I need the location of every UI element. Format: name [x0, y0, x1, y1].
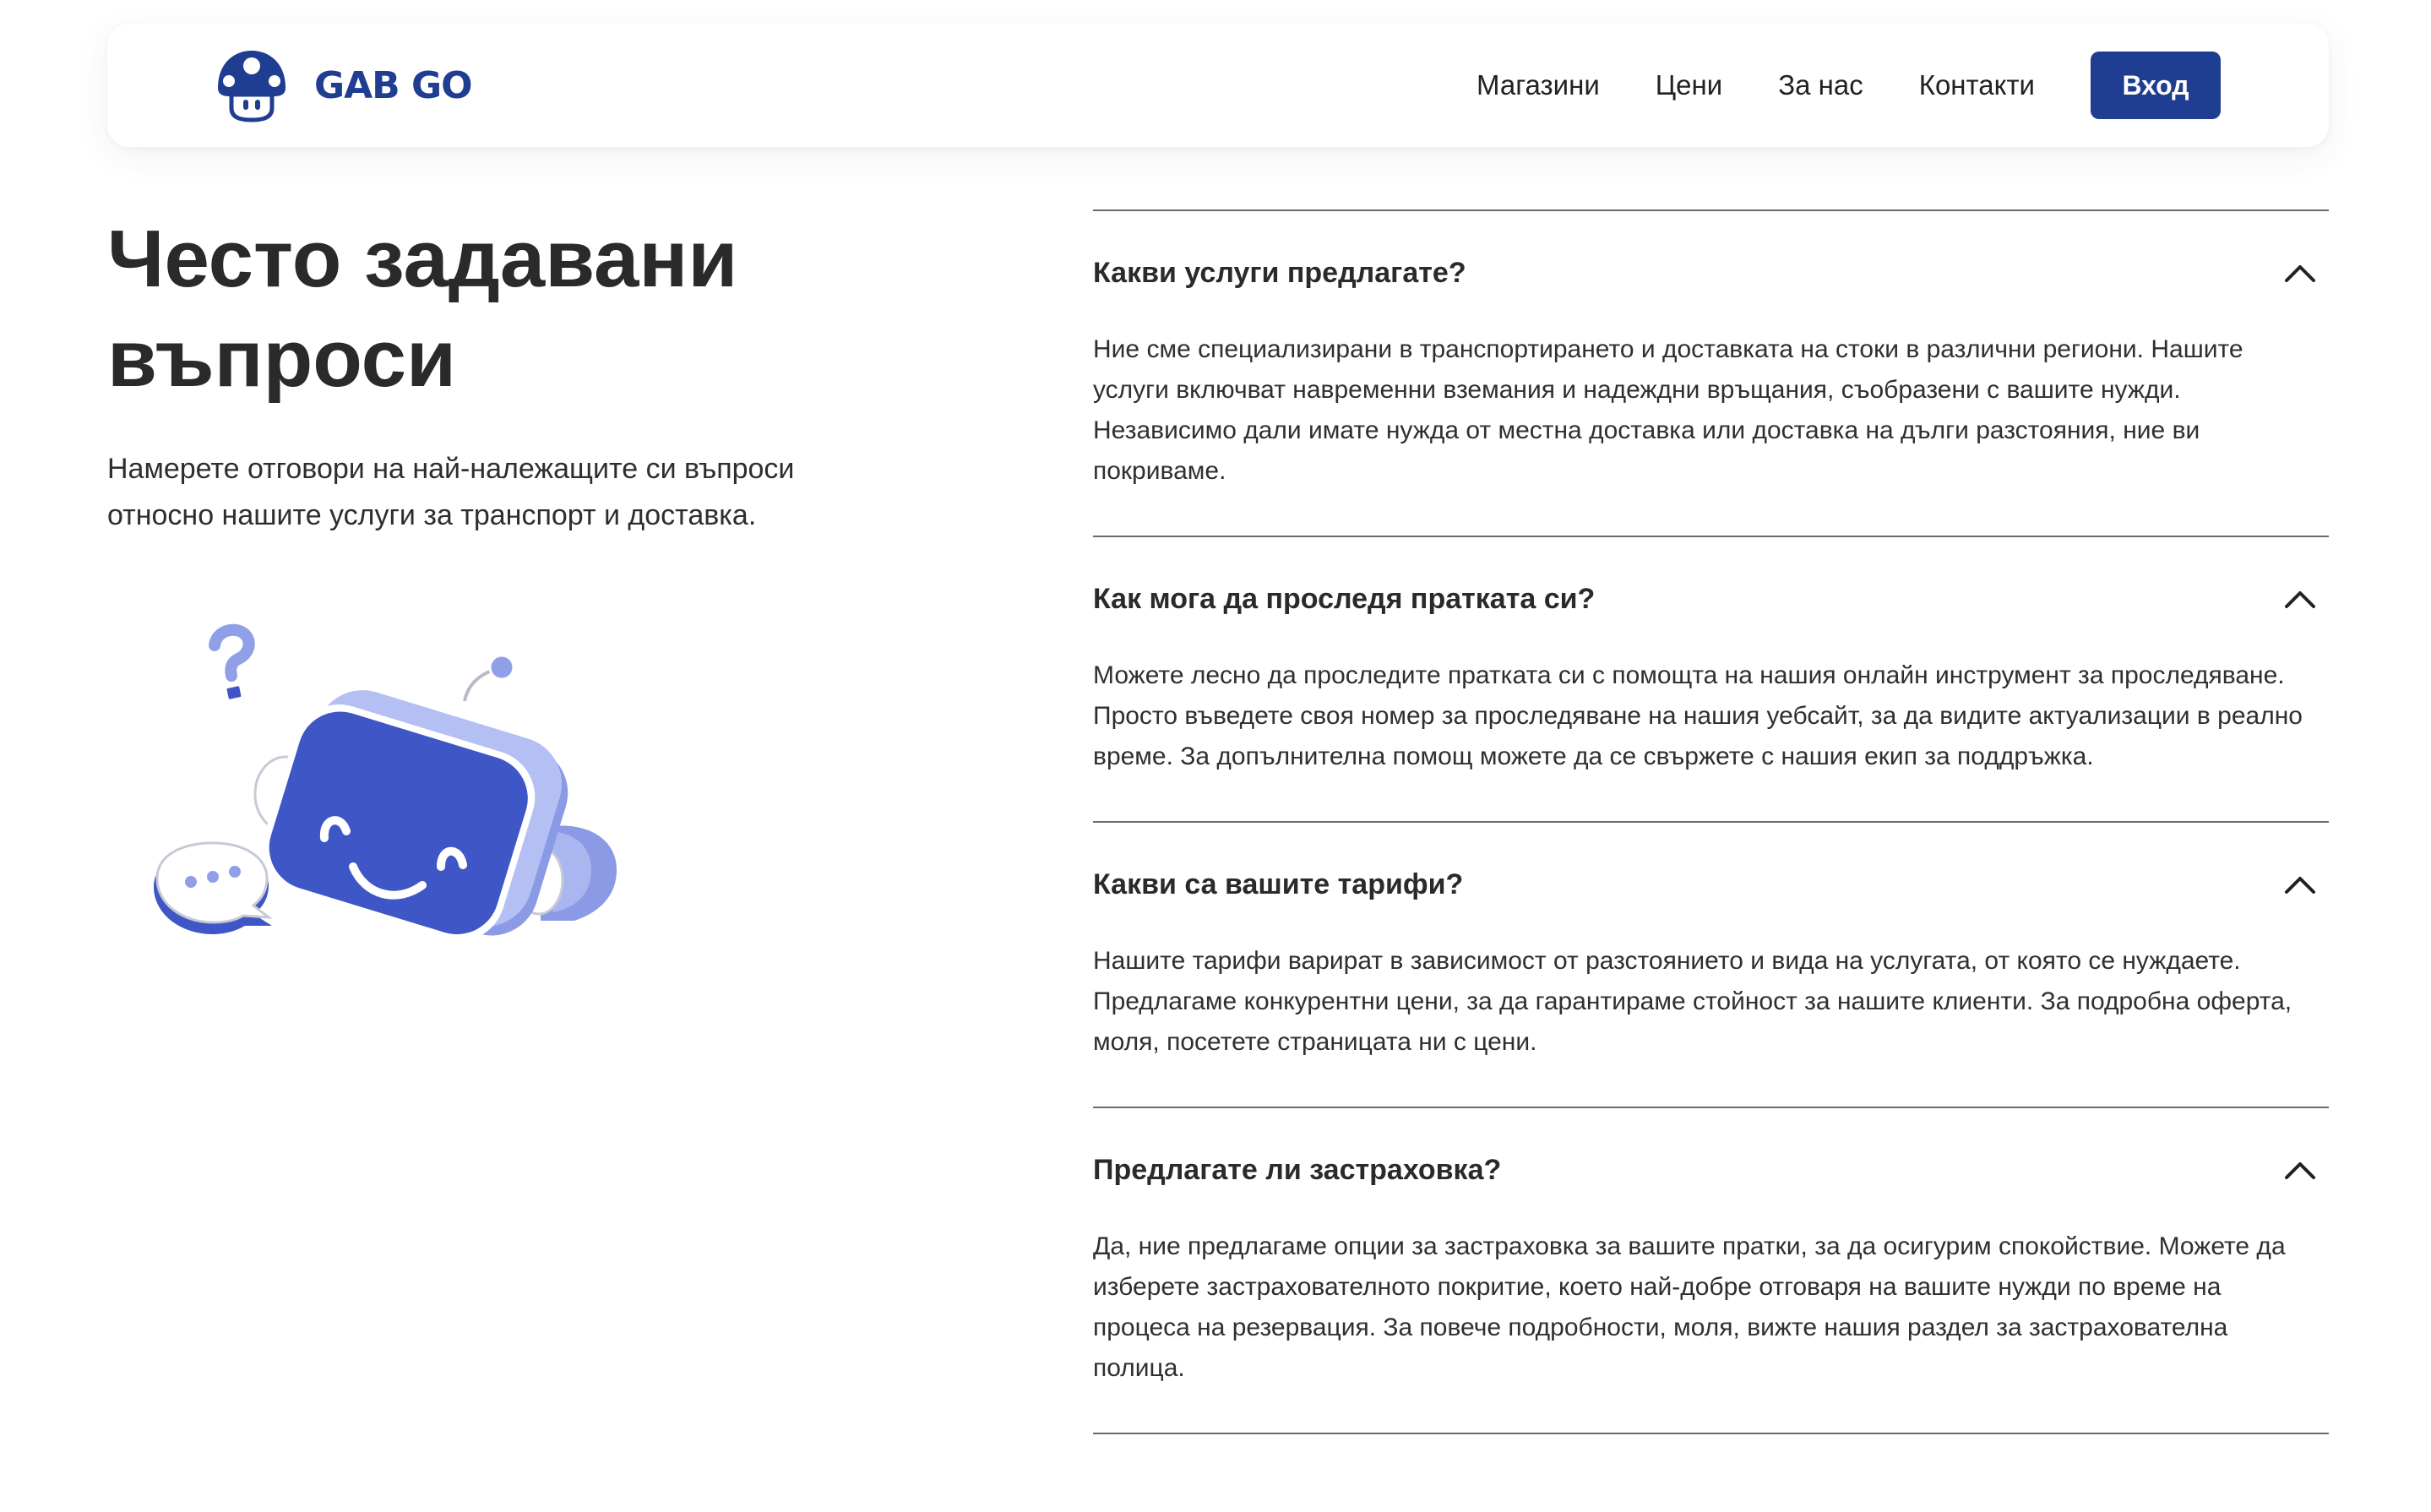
brand-name: GAB GO	[314, 63, 472, 107]
faq-item	[1093, 1108, 2329, 1433]
faq-item	[1093, 823, 2329, 1107]
faq-answer: Можете лесно да проследите пратката си с помощта на нашия онлайн инструмент за проследяване. Просто въведете своя номер за проследяване на нашия уебсайт, за да видите актуализации в реално време. За допълнителна помощ можете да се свържете с нашия екип за поддръжка.	[1093, 661, 2303, 770]
faq-accordion	[1093, 209, 2329, 1434]
faq-answer: Да, ние предлагаме опции за застраховка за вашите пратки, за да осигурим спокойствие. Можете да изберете застрахователното покритие, което най-добре отговаря на вашите нужди по време на процеса на резервация. За повече подробности, моля, вижте нашия раздел за застрахователна полица.	[1093, 1232, 2286, 1382]
faq-toggle[interactable]	[1093, 211, 2329, 334]
faq-answer: Нашите тарифи варират в зависимост от разстоянието и вида на услугата, от която се нуждаете. Предлагаме конкурентни цени, за да гарантираме стойност за нашите клиенти. За подробна оферта, моля, посетете страницата ни с цени.	[1093, 947, 2292, 1056]
faq-divider	[1093, 1433, 2329, 1434]
brand-home-link[interactable]	[213, 47, 472, 123]
faq-item	[1093, 537, 2329, 821]
faq-question: Какви са вашите тарифи?	[1093, 867, 1464, 900]
nav-link-stores[interactable]: Магазини	[1477, 69, 1600, 101]
faq-answer: Ние сме специализирани в транспортирането и доставката на стоки в различни региони. Нашите услуги включват навременни вземания и надеждни връщания, съобразени с вашите нужди. Независимо дали имате нужда от местна доставка или доставка на дълги разстояния, ние ви покриваме.	[1093, 335, 2243, 485]
faq-toggle[interactable]	[1093, 823, 2329, 946]
main-nav	[1477, 52, 2221, 119]
mushroom-logo-icon	[213, 47, 291, 123]
navbar	[107, 24, 2329, 147]
faq-question: Какви услуги предлагате?	[1093, 256, 1466, 289]
support-robot-illustration	[144, 617, 650, 997]
page-subtitle: Намерете отговори на най-належащите си въпроси относно нашите услуги за транспорт и доставка.	[107, 453, 795, 531]
chevron-up-icon[interactable]	[2283, 262, 2317, 284]
page-title: Често задавани въпроси	[107, 214, 738, 404]
question-mark-icon	[215, 630, 249, 701]
faq-item	[1093, 211, 2329, 536]
faq-toggle[interactable]	[1093, 1108, 2329, 1232]
faq-question: Предлагате ли застраховка?	[1093, 1153, 1502, 1186]
chevron-up-icon[interactable]	[2283, 873, 2317, 895]
nav-link-prices[interactable]: Цени	[1655, 69, 1723, 101]
chevron-up-icon[interactable]	[2283, 1159, 2317, 1181]
faq-toggle[interactable]	[1093, 537, 2329, 661]
nav-link-about[interactable]: За нас	[1778, 69, 1863, 101]
chat-bubble-icon	[154, 843, 272, 934]
nav-link-contacts[interactable]: Контакти	[1918, 69, 2035, 101]
login-button[interactable]: Вход	[2091, 52, 2221, 119]
chevron-up-icon[interactable]	[2283, 588, 2317, 610]
faq-question: Как мога да проследя пратката си?	[1093, 582, 1596, 615]
